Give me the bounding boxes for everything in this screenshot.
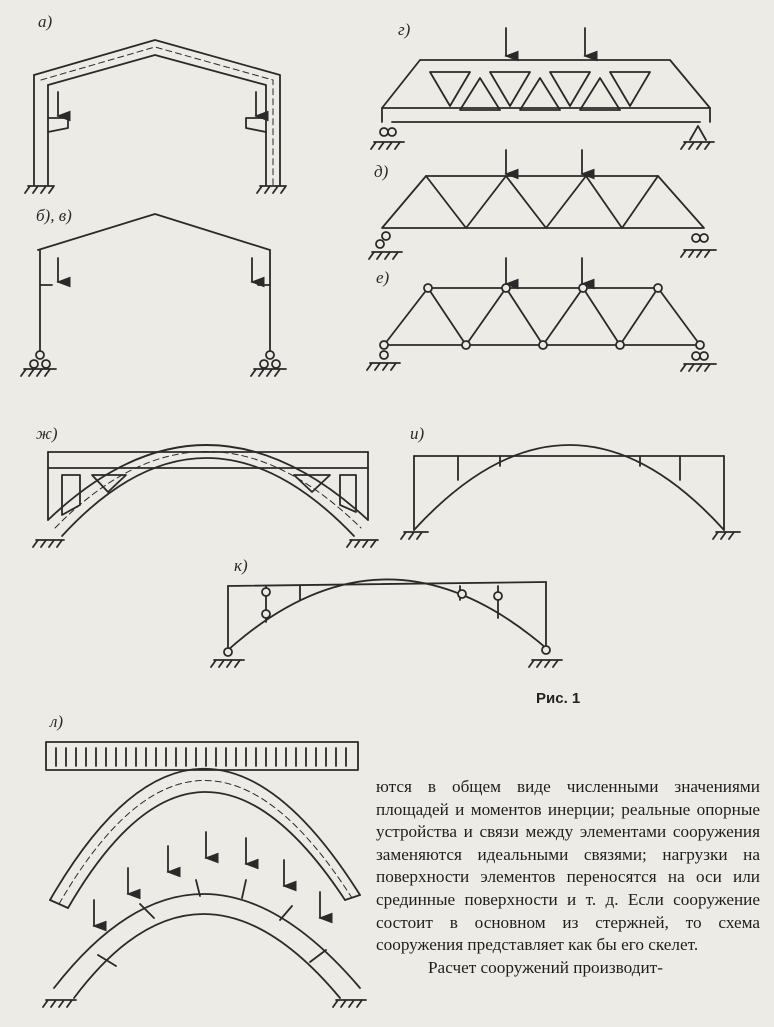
diagram-k-hinged-arch [211, 579, 562, 667]
label-l: л) [50, 712, 64, 731]
label-d: д) [374, 162, 389, 181]
diagram-i-line-arch [401, 445, 740, 539]
label-zh: ж) [36, 424, 58, 443]
diagram-d-truss [369, 150, 716, 259]
label-g: г) [398, 20, 411, 39]
label-bv: б), в) [36, 206, 72, 225]
diagram-zh-arch-bridge [33, 445, 378, 547]
paragraph-2: Расчет сооружений производит- [428, 957, 663, 977]
figure-caption: Рис. 1 [536, 690, 581, 707]
paragraph-1: ются в общем виде численными значениями площадей и моментов инерции; реальные опорные устройства и связи между элементами сооружения заменяются идеальными связями; нагрузки на поверхности элементов переносятся на оси или срединные поверхности и т. д. Если сооружение состоит в основном из стержней, то схема сооружения представляет как бы его скелет. [376, 777, 760, 955]
label-i: и) [410, 424, 425, 443]
body-text [376, 776, 760, 979]
label-k: к) [234, 556, 248, 575]
diagram-l-arches-under-load [43, 742, 366, 1007]
diagram-bv-line-frame [21, 214, 286, 376]
label-a: а) [38, 12, 53, 31]
diagram-e-pin-truss [367, 258, 716, 371]
diagram-g-solid-truss [371, 28, 714, 149]
label-e: е) [376, 268, 390, 287]
diagram-a-portal-frame [25, 40, 286, 193]
